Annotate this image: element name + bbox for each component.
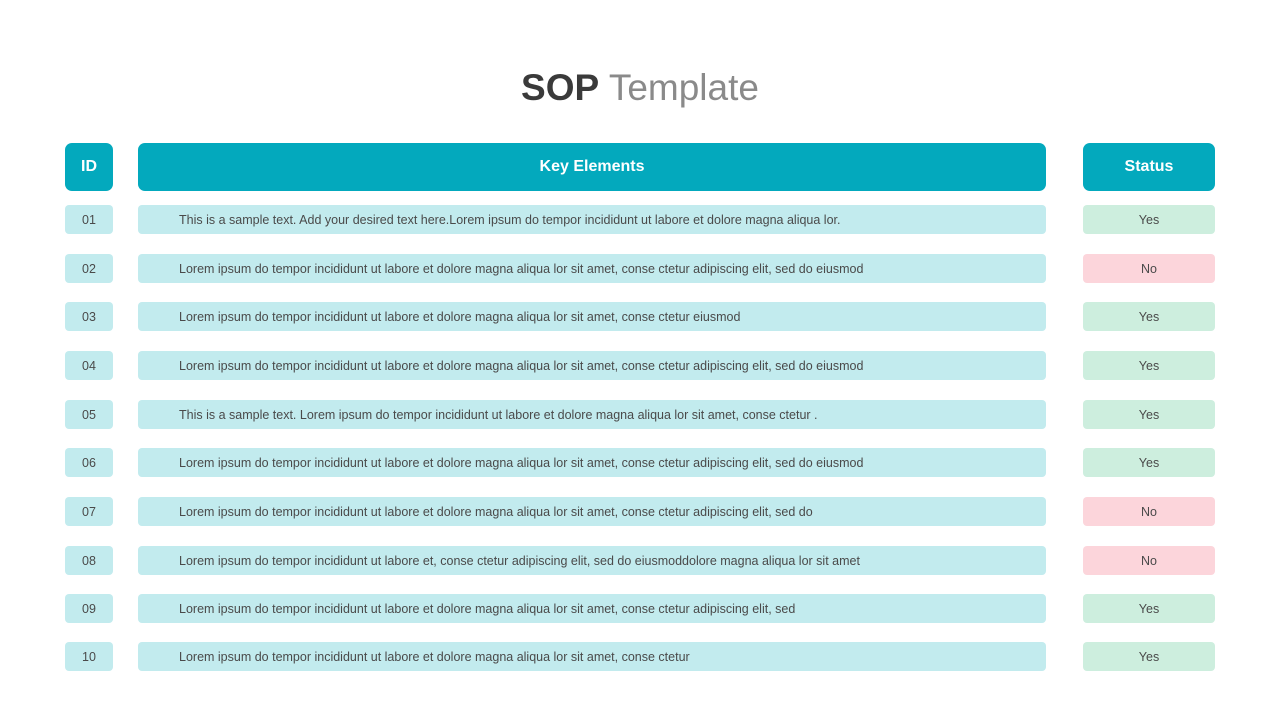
status-badge: No bbox=[1083, 497, 1215, 526]
status-badge: Yes bbox=[1083, 642, 1215, 671]
table-row bbox=[0, 205, 1280, 234]
table-row bbox=[0, 546, 1280, 575]
row-id: 01 bbox=[65, 205, 113, 234]
row-text: Lorem ipsum do tempor incididunt ut labore et dolore magna aliqua lor sit amet, conse ctetur bbox=[138, 642, 1046, 671]
title-light: Template bbox=[608, 67, 759, 108]
row-id: 07 bbox=[65, 497, 113, 526]
row-id: 03 bbox=[65, 302, 113, 331]
row-id: 04 bbox=[65, 351, 113, 380]
row-id: 06 bbox=[65, 448, 113, 477]
status-badge: Yes bbox=[1083, 205, 1215, 234]
header-status: Status bbox=[1083, 143, 1215, 191]
row-text: Lorem ipsum do tempor incididunt ut labore et, conse ctetur adipiscing elit, sed do eiusmoddolore magna aliqua lor sit amet bbox=[138, 546, 1046, 575]
header-key-elements: Key Elements bbox=[138, 143, 1046, 191]
status-badge: Yes bbox=[1083, 594, 1215, 623]
row-text: Lorem ipsum do tempor incididunt ut labore et dolore magna aliqua lor sit amet, conse ctetur adipiscing elit, sed do eiusmod bbox=[138, 254, 1046, 283]
table-row bbox=[0, 302, 1280, 331]
table-row bbox=[0, 351, 1280, 380]
table-row bbox=[0, 497, 1280, 526]
table-row bbox=[0, 254, 1280, 283]
row-text: Lorem ipsum do tempor incididunt ut labore et dolore magna aliqua lor sit amet, conse ctetur adipiscing elit, sed do eiusmod bbox=[138, 351, 1046, 380]
row-text: This is a sample text. Lorem ipsum do tempor incididunt ut labore et dolore magna aliqua lor sit amet, conse ctetur . bbox=[138, 400, 1046, 429]
row-id: 08 bbox=[65, 546, 113, 575]
table-row bbox=[0, 400, 1280, 429]
row-id: 10 bbox=[65, 642, 113, 671]
status-badge: Yes bbox=[1083, 400, 1215, 429]
status-badge: Yes bbox=[1083, 448, 1215, 477]
table-row bbox=[0, 594, 1280, 623]
row-text: Lorem ipsum do tempor incididunt ut labore et dolore magna aliqua lor sit amet, conse ctetur adipiscing elit, sed bbox=[138, 594, 1046, 623]
status-badge: No bbox=[1083, 254, 1215, 283]
row-text: Lorem ipsum do tempor incididunt ut labore et dolore magna aliqua lor sit amet, conse ctetur adipiscing elit, sed do bbox=[138, 497, 1046, 526]
table-row bbox=[0, 642, 1280, 671]
row-id: 05 bbox=[65, 400, 113, 429]
row-text: This is a sample text. Add your desired text here.Lorem ipsum do tempor incididunt ut labore et dolore magna aliqua lor. bbox=[138, 205, 1046, 234]
status-badge: Yes bbox=[1083, 351, 1215, 380]
row-text: Lorem ipsum do tempor incididunt ut labore et dolore magna aliqua lor sit amet, conse ctetur adipiscing elit, sed do eiusmod bbox=[138, 448, 1046, 477]
status-badge: Yes bbox=[1083, 302, 1215, 331]
status-badge: No bbox=[1083, 546, 1215, 575]
header-id: ID bbox=[65, 143, 113, 191]
row-id: 09 bbox=[65, 594, 113, 623]
title-bold: SOP bbox=[521, 67, 600, 108]
table-row bbox=[0, 448, 1280, 477]
row-id: 02 bbox=[65, 254, 113, 283]
row-text: Lorem ipsum do tempor incididunt ut labore et dolore magna aliqua lor sit amet, conse ctetur eiusmod bbox=[138, 302, 1046, 331]
